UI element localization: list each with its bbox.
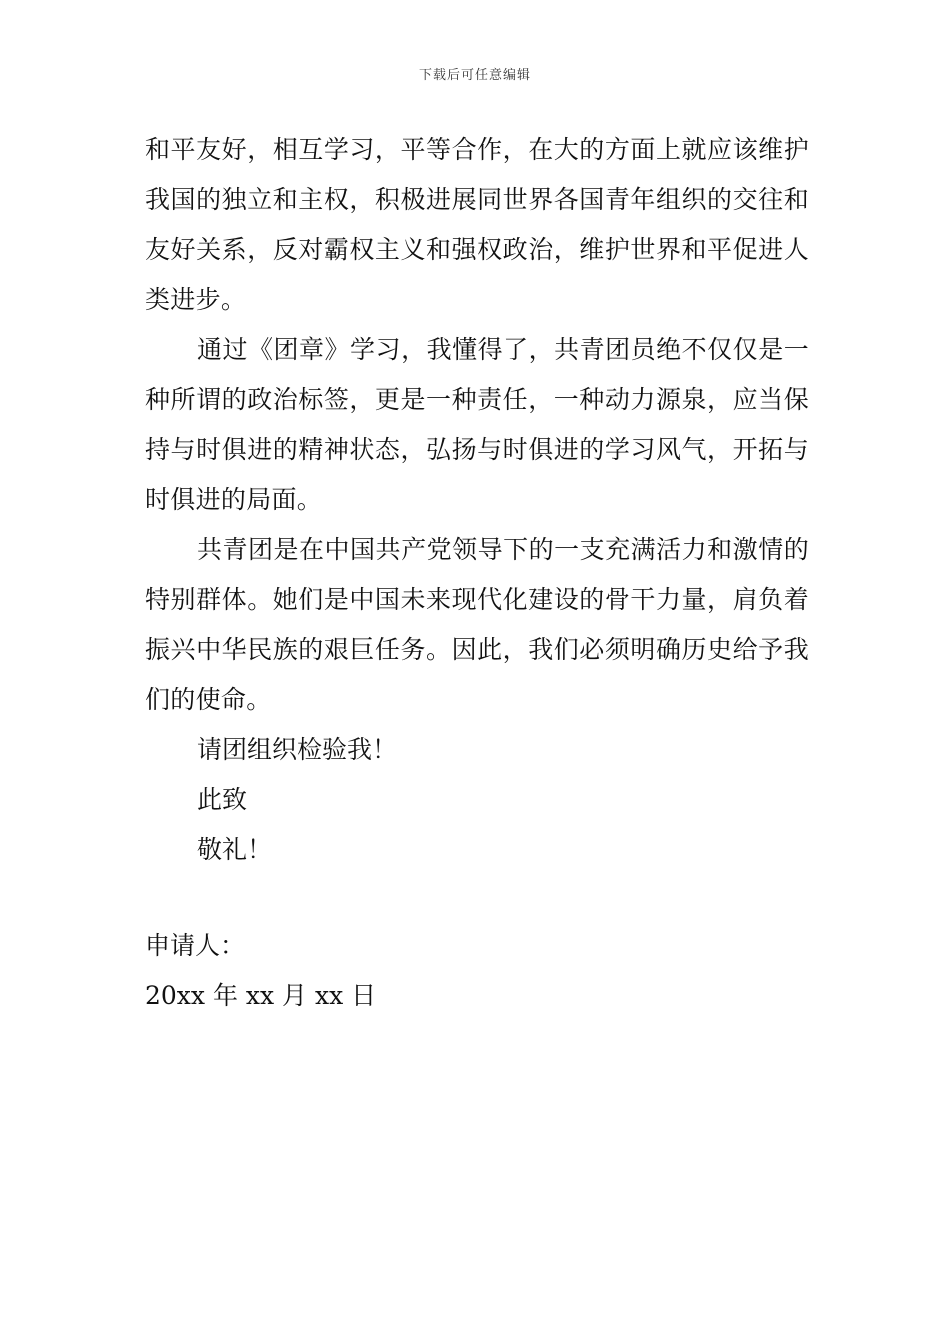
closing-salutation: 此致 <box>197 785 248 814</box>
closing-request: 请团组织检验我！ <box>197 735 398 764</box>
applicant-label: 申请人： <box>145 931 246 960</box>
paragraph-2: 通过《团章》学习，我懂得了，共青团员绝不仅仅是一种所谓的政治标签，更是一种责任，一种动力源泉，应当保持与时俱进的精神状态，弘扬与时俱进的学习风气，开拓与时俱进的局面。 <box>145 335 809 514</box>
paragraph-1: 和平友好，相互学习，平等合作，在大的方面上就应该维护我国的独立和主权，积极进展同世界各国青年组织的交往和友好关系，反对霸权主义和强权政治，维护世界和平促进人类进步。 <box>145 135 809 314</box>
paragraph-3: 共青团是在中国共产党领导下的一支充满活力和激情的特别群体。她们是中国未来现代化建设的骨干力量，肩负着振兴中华民族的艰巨任务。因此，我们必须明确历史给予我们的使命。 <box>145 535 809 714</box>
signature-spacer <box>145 875 809 921</box>
signature-date: 20xx 年 xx 月 xx 日 <box>145 981 377 1010</box>
document-body <box>145 125 809 1021</box>
page-header-note: 下载后可任意编辑 <box>418 68 531 83</box>
closing-regards: 敬礼！ <box>197 835 273 864</box>
